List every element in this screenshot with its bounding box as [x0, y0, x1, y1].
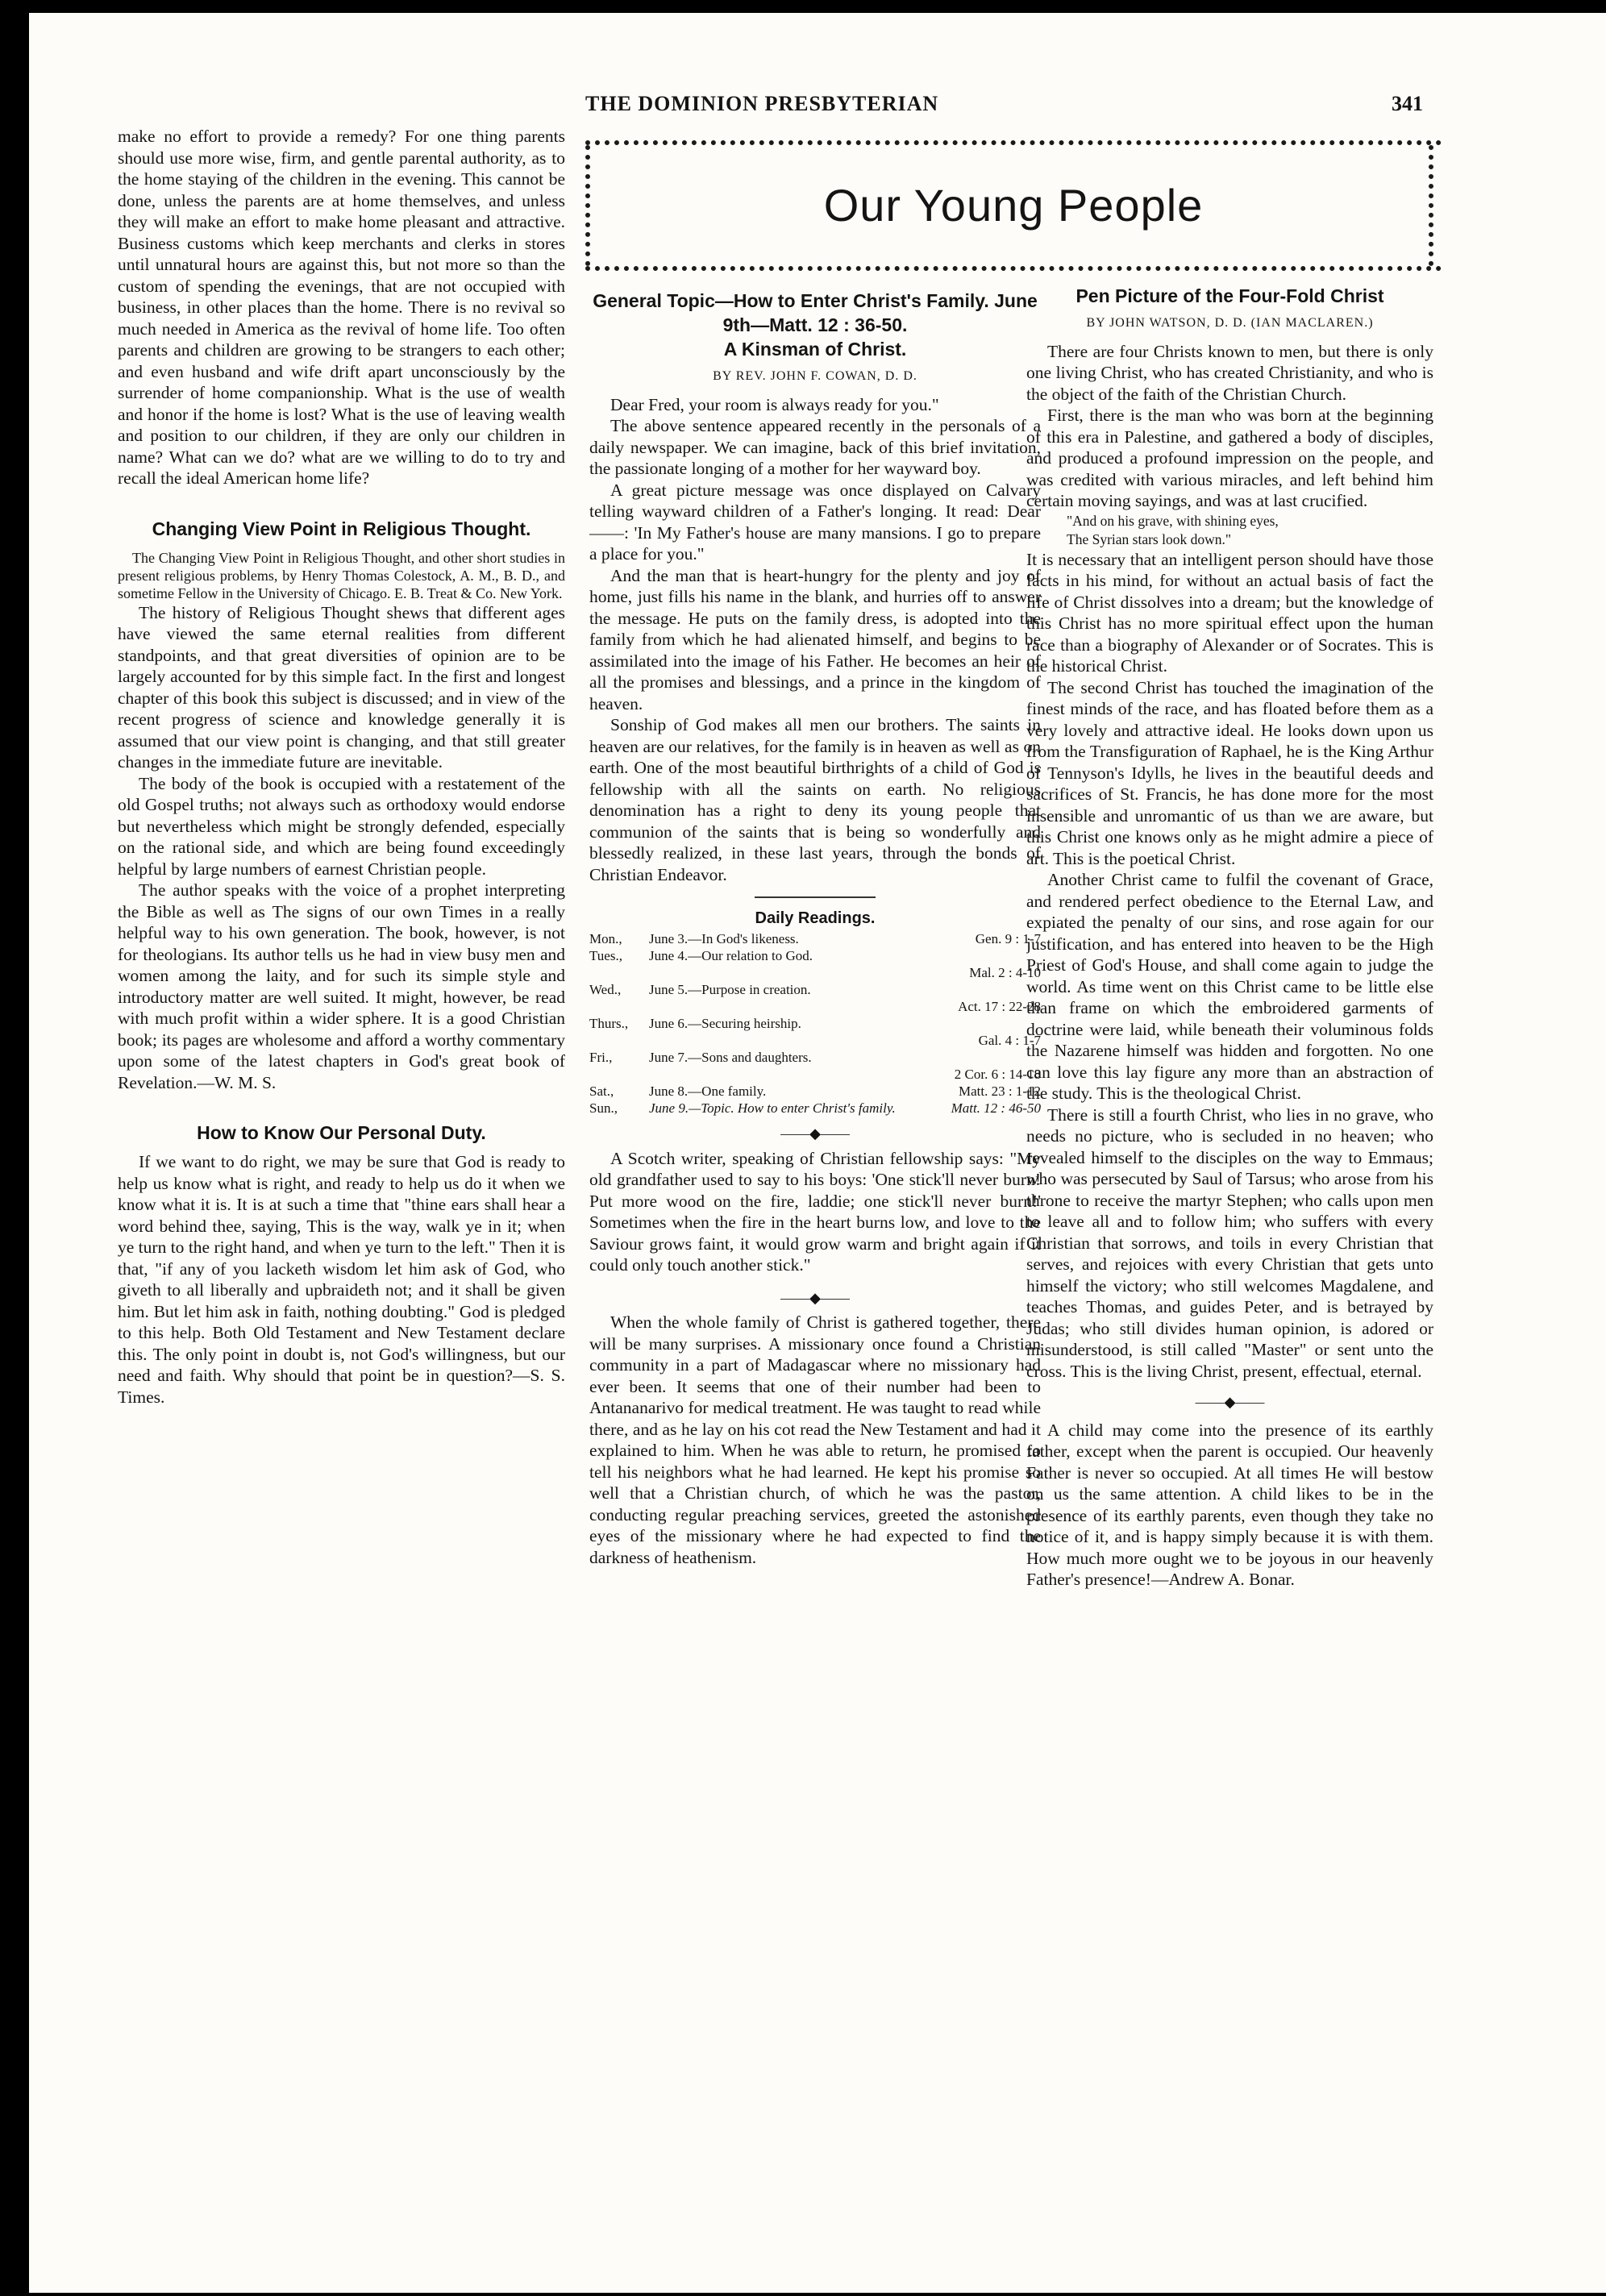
- reading-row: Thurs., June 6.—Securing heirship.: [589, 1016, 801, 1031]
- article-heading-personal-duty: How to Know Our Personal Duty.: [197, 1122, 486, 1143]
- paragraph: And the man that is heart-hungry for the plenty and joy of home, just fills his name in the blank, and hurries off to answer the message. He puts on the family dress, is adopted into the family from which he had alienated himself, and begins to be assimilated into the image of his Father. He becomes an heir of all the promises and blessings, and a prince in the kingdom of heaven.: [589, 565, 1041, 713]
- paragraph: There is still a fourth Christ, who lies in no grave, who needs no picture, who is secluded in no heaven; who revealed himself to the disciples on the way to Emmaus; who was persecuted by Saul of Tarsus; who arose from his throne to receive the martyr Stephen; who calls upon men to leave all and to follow him; who suffers with every Christian that sorrows, and toils in every Christian that serves, and rejoices with every Christian that gets unto himself the victory; who still welcomes Magdalene, and teaches Thomas, and guides Peter, and is betrayed by Judas; who still divides human opinion, is adored or misunderstood, is still called "Master" or sent unto the cross. This is the living Christ, present, effectual, eternal.: [1026, 1104, 1433, 1381]
- paragraph: The author speaks with the voice of a prophet interpreting the Bible as well as The signs of our own Times in a really helpful way to his own generation. The book, however, is not for theologians. Its author tells us he had in view busy men and women among the laity, and for such its simple style and introductory matter are well suited. It might, however, be read with much profit within a wider sphere. It is a good Christian book; its pages are wholesome and afford a worthy commentary upon some of the latest chapters in God's great book of Revelation.—W. M. S.: [118, 880, 565, 1092]
- readings-title: Daily Readings.: [755, 909, 876, 927]
- paragraph: Dear Fred, your room is always ready for you.": [610, 394, 939, 414]
- reading-row: Tues., June 4.—Our relation to God.: [589, 948, 813, 963]
- reading-row: Sun., June 9.—Topic. How to enter Christ's family. Matt. 12 : 46-50: [589, 1100, 1041, 1116]
- ornament-divider: ——◆——: [1195, 1394, 1265, 1410]
- paragraph: The body of the book is occupied with a restatement of the old Gospel truths; not always such as orthodoxy would endorse but nevertheless which might be strongly defended, especially on the rational side, and which are being found exceedingly helpful by large numbers of earnest Christian people.: [118, 773, 565, 879]
- article-heading-view-point: Changing View Point in Religious Thought.: [152, 518, 531, 539]
- column-middle: [589, 289, 1041, 2256]
- reading-row: Fri., June 7.—Sons and daughters.: [589, 1050, 812, 1065]
- article-heading-four-fold-christ: Pen Picture of the Four-Fold Christ: [1076, 285, 1384, 306]
- paragraph: It is necessary that an intelligent person should have those facts in his mind, for without an actual basis of fact the life of Christ dissolves into a dream; but the knowledge of this Christ has no more spiritual effect upon the human race than a biography of Alexander or of Socrates. This is the historical Christ.: [1026, 549, 1433, 676]
- reading-row: Wed., June 5.—Purpose in creation.: [589, 982, 811, 997]
- reading-ref: 2 Cor. 6 : 14-18: [954, 1067, 1041, 1082]
- paragraph: A great picture message was once displayed on Calvary telling wayward children of a Father's longing. It read: Dear——: 'In My Father's house are many mansions. I go to prepare a place for you.": [589, 480, 1041, 564]
- running-head: THE DOMINION PRESBYTERIAN: [585, 92, 939, 115]
- quotation-line: The Syrian stars look down.": [1067, 530, 1231, 547]
- paragraph: When the whole family of Christ is gathered together, there will be many surprises. A missionary once found a Christian community in a part of Madagascar where no missionary had ever been. It seems that one of their number had been to Antananarivo for medical treatment. He was taught to read while there, and as he lay on his cot read the New Testament and had it explained to him. When he was able to return, he promised to tell his neighbors what he had learned. He kept his promise so well that a Christian church, of which he was the pastor, conducting regular preaching services, greeted the astonished eyes of the missionary where he had expected to find the darkness of heathenism.: [589, 1312, 1041, 1567]
- article-subheading: A Kinsman of Christ.: [723, 339, 907, 360]
- divider-rule: [755, 896, 876, 898]
- ornament-divider: ——◆——: [780, 1289, 850, 1306]
- paragraph: The second Christ has touched the imagination of the finest minds of the race, and has floated before them as a very lovely and attractive ideal. He looks down upon us from the Transfiguration of Raphael, he is the King Arthur of Tennyson's Idylls, he lives in the beautiful deeds and sacrifices of St. Francis, he has done more for the most insensible and unromantic of us than we are aware, but this Christ one knows only as he might admire a piece of art. This is the poetical Christ.: [1026, 677, 1433, 868]
- daily-readings: [589, 930, 1041, 1117]
- paragraph: If we want to do right, we may be sure that God is ready to help us know what is right, and ready to help us do it when we know what it is. It is at such a time that "thine ears shall hear a word behind thee, saying, This is the way, walk ye in it; when ye turn to the right hand, and when ye turn to the left." Then it is that, "if any of you lacketh wisdom let him ask of God, who giveth to all liberally and upbraideth not; and it shall be given him. But let him ask in faith, nothing doubting." God is pledged to this help. Both Old Testament and New Testament declare this. The only point in doubt is, not God's willingness, but our need and faith. Why should that point be in question?—S. S. Times.: [118, 1152, 565, 1407]
- topic-heading: General Topic—How to Enter Christ's Family. June 9th—Matt. 12 : 36-50.: [593, 290, 1038, 335]
- column-right: [1026, 284, 1433, 2275]
- reading-ref: Gal. 4 : 1-7: [978, 1033, 1041, 1048]
- paragraph: Sonship of God makes all men our brothers. The saints in heaven are our relatives, for the family is in heaven as well as on earth. One of the most beautiful birthrights of a child of God is fellowship with all the saints on earth. No religious denomination has a right to deny its young people that communion of the saints that is being so wonderfully and blessedly realized, in these last years, through the bonds of Christian Endeavor.: [589, 715, 1041, 884]
- paragraph: The history of Religious Thought shews that different ages have viewed the same eternal realities from different standpoints, and that great diversities of opinion are to be largely accounted for by this simple fact. In the first and longest chapter of this book this subject is discussed; and in view of the recent progress of science and knowledge generally it is assumed that our view point is changing, and that still greater changes in the immediate future are inevitable.: [118, 602, 565, 772]
- book-citation: The Changing View Point in Religious Thought, and other short studies in present religious problems, by Henry Thomas Colestock, A. M., B. D., and sometime Fellow in the University of Chicago. E. B. Treat & Co. New York.: [118, 549, 565, 601]
- paragraph: The above sentence appeared recently in the personals of a daily newspaper. We can imagine, back of this brief invitation, the passionate longing of a mother for her wayward boy.: [589, 416, 1041, 478]
- paragraph: First, there is the man who was born at the beginning of this era in Palestine, and gathered a body of disciples, and produced a profound impression on the people, and was credited with various miracles, and left behind him certain moving sayings, and was at last crucified.: [1026, 406, 1433, 510]
- byline: BY REV. JOHN F. COWAN, D. D.: [713, 369, 917, 383]
- byline: BY JOHN WATSON, D. D. (IAN MACLAREN.): [1086, 316, 1374, 330]
- newspaper-page: [29, 13, 1606, 2293]
- reading-ref: Act. 17 : 22-28: [958, 999, 1041, 1014]
- quotation-line: "And on his grave, with shining eyes,: [1067, 512, 1279, 529]
- section-banner: [585, 140, 1442, 271]
- paragraph: A Scotch writer, speaking of Christian fellowship says: "My old grandfather used to say to his boys: 'One stick'll never burn! Put more wood on the fire, laddie; one stick'll never burn!' Sometimes when the fire in the heart burns low, and love to the Saviour grows faint, it would grow warm and bright again if it could only touch another stick.": [589, 1148, 1041, 1275]
- reading-ref: Mal. 2 : 4-10: [969, 965, 1041, 980]
- paragraph: There are four Christs known to men, but there is only one living Christ, who has created Christianity, and who is the object of the faith of the Christian Church.: [1026, 341, 1433, 404]
- page-number: 341: [1392, 92, 1423, 115]
- banner-title: Our Young People: [823, 180, 1204, 231]
- reading-row: Mon., June 3.—In God's likeness. Gen. 9 : 1-7: [589, 931, 1041, 946]
- reading-row: Sat., June 8.—One family. Matt. 23 : 1-12: [589, 1084, 1041, 1099]
- paragraph: Another Christ came to fulfil the covenant of Grace, and rendered perfect obedience to the Eternal Law, and expiated the penalty of our sins, and rose again for our justification, and has entered into heaven to be the High Priest of God's House, and shall come again to judge the world. As time went on this Christ came to be little else than frame on which the embroidered garments of doctrine were laid, while beneath their voluminous folds the Nazarene himself was hidden and forgotten. No one can love this lay figure any more than an abstraction of the study. This is the theological Christ.: [1026, 870, 1433, 1103]
- continued-paragraph: make no effort to provide a remedy? For one thing parents should use more wise, firm, and gentle parental authority, as to the home staying of the children in the evening. This cannot be done, unless the parents are at home themselves, and unless they will make an effort to make home pleasant and attractive. Business customs which keep merchants and clerks in stores until unnatural hours are against this, but not more so than the custom of spending the evenings, that are not occupied with business, in other places than the home. There is no revival so much needed in America as the revival of home life. Too often parents and children are growing to be strangers to each other; and even husband and wife drift apart unconsciously by the surrender of home companionship. What is the use of wealth and honor if the home is lost? What is the use of leaving wealth and position to our children, if they are only our children in name? What can we do? what are we willing to do to try and recall the ideal American home life?: [118, 127, 565, 488]
- paragraph: A child may come into the presence of its earthly father, except when the parent is occupied. Our heavenly Father is never so occupied. At all times He will bestow on us the same attention. A child likes to be in the presence of its earthly parents, even though they take no notice of it, and is happy simply because it is with them. How much more ought we to be joyous in our heavenly Father's presence!—Andrew A. Bonar.: [1026, 1420, 1433, 1589]
- ornament-divider: ——◆——: [780, 1125, 850, 1142]
- column-left: [118, 126, 565, 2254]
